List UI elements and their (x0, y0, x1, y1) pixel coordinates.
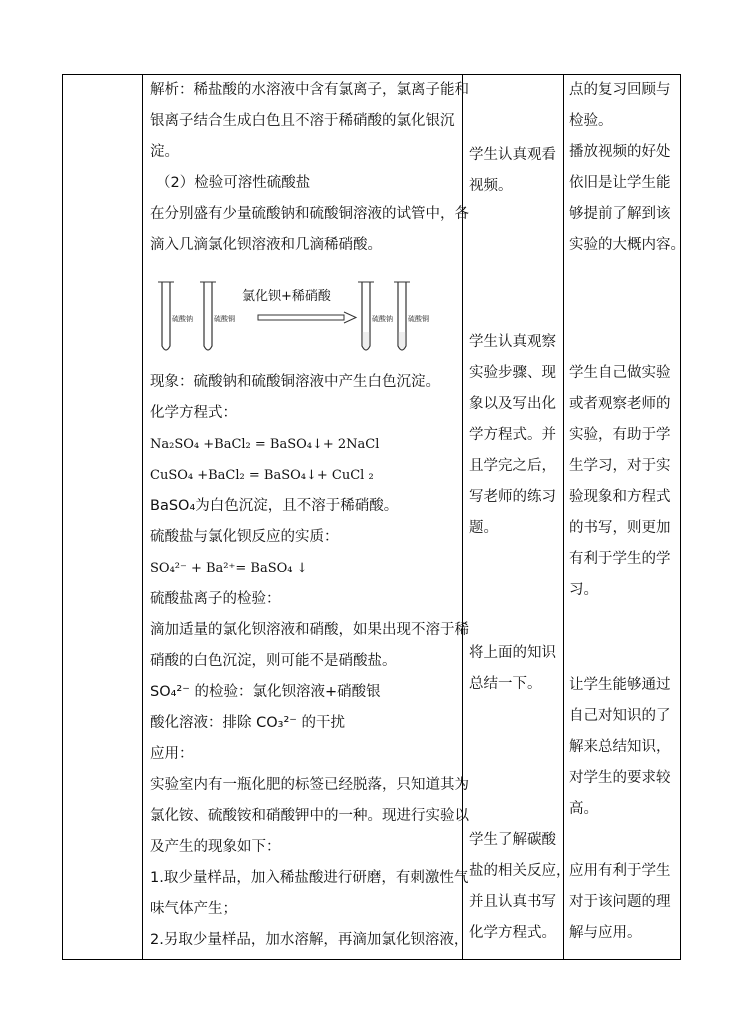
content-line: BaSO₄为白色沉淀，且不溶于稀硝酸。 (150, 498, 399, 514)
activity-line: 且学完之后， (469, 458, 556, 474)
activity-line: 将上面的知识 (469, 645, 556, 661)
content-paragraph-top (150, 75, 469, 261)
intent-line: 实验的大概内容。 (569, 237, 685, 253)
content-line: 及产生的现象如下： (150, 839, 281, 855)
table-divider (563, 74, 564, 960)
content-line: 滴加适量的氯化钡溶液和硝酸，如果出现不溶于稀 (150, 622, 469, 638)
intent-line: 应用有利于学生 (569, 863, 671, 879)
student-activity-3 (469, 638, 561, 700)
equation-line: SO₄²⁻ + Ba²⁺= BaSO₄ ↓ (150, 561, 308, 576)
content-line: 氯化铵、硫酸铵和硝酸钾中的一种。现进行实验以 (150, 808, 469, 824)
activity-line: 象以及写出化 (469, 396, 556, 412)
intent-line: 依旧是让学生能 (569, 175, 671, 191)
design-intent-1 (569, 75, 685, 261)
table-divider (142, 74, 143, 960)
test-tube-icon (204, 282, 212, 350)
reaction-arrow-icon (258, 312, 356, 323)
intent-line: 有利于学生的学 (569, 551, 671, 567)
intent-line: 播放视频的好处 (569, 144, 671, 160)
content-line: （2）检验可溶性硫酸盐 (156, 175, 311, 191)
intent-line: 高。 (569, 801, 598, 817)
activity-line: 总结一下。 (469, 676, 542, 692)
content-line: 银离子结合生成白色且不溶于稀硝酸的氯化银沉 (150, 113, 455, 129)
intent-line: 够提前了解到该 (569, 206, 671, 222)
activity-line: 视频。 (469, 178, 513, 194)
intent-line: 点的复习回顾与 (569, 82, 671, 98)
content-line: 解析：稀盐酸的水溶液中含有氯离子，氯离子能和 (150, 82, 469, 98)
intent-line: 验现象和方程式 (569, 489, 671, 505)
intent-line: 检验。 (569, 113, 613, 129)
content-line: 1.取少量样品，加入稀盐酸进行研磨，有刺激性气 (150, 870, 469, 886)
intent-line: 的书写，则更加 (569, 520, 671, 536)
intent-line: 或者观察老师的 (569, 396, 671, 412)
student-activity-2 (469, 327, 561, 544)
content-line: 现象：硫酸钠和硫酸铜溶液中产生白色沉淀。 (150, 374, 440, 390)
activity-line: 盐的相关反应， (469, 863, 571, 879)
test-tube-icon (162, 282, 170, 350)
student-activity-1 (469, 140, 561, 202)
tube-label: 硫酸钠 (172, 315, 193, 323)
content-line: 硫酸盐与氯化钡反应的实质： (150, 529, 339, 545)
content-line: 2.另取少量样品，加水溶解，再滴加氯化钡溶液， (150, 932, 469, 948)
equation-line: Na₂SO₄ +BaCl₂ = BaSO₄↓+ 2NaCl (150, 437, 380, 452)
design-intent-4 (569, 856, 679, 949)
intent-line: 解来总结知识， (569, 739, 671, 755)
content-line: 在分别盛有少量硫酸钠和硫酸铜溶液的试管中，各 (150, 206, 469, 222)
intent-line: 让学生能够通过 (569, 677, 671, 693)
content-line: 实验室内有一瓶化肥的标签已经脱落，只知道其为 (150, 777, 469, 793)
design-intent-2 (569, 358, 679, 606)
intent-line: 解与应用。 (569, 925, 642, 941)
activity-line: 并且认真书写 (469, 894, 556, 910)
content-line: 滴入几滴氯化钡溶液和几滴稀硝酸。 (150, 237, 382, 253)
content-line: 化学方程式： (150, 405, 237, 421)
tube-label: 硫酸铜 (408, 315, 429, 323)
intent-line: 对于该问题的理 (569, 894, 671, 910)
content-line: 硝酸的白色沉淀，则可能不是硝酸盐。 (150, 653, 397, 669)
equation-line: CuSO₄ +BaCl₂ = BaSO₄↓+ CuCl ₂ (150, 468, 374, 483)
intent-line: 自己对知识的了 (569, 708, 671, 724)
content-line: 酸化溶液：排除 CO₃²⁻ 的干扰 (150, 715, 346, 731)
content-line: 味气体产生； (150, 901, 237, 917)
intent-line: 习。 (569, 582, 598, 598)
arrow-label: 氯化钡+稀硝酸 (242, 289, 331, 304)
student-activity-4 (469, 825, 571, 949)
activity-line: 学生了解碳酸 (469, 832, 556, 848)
activity-line: 学方程式。并 (469, 427, 556, 443)
activity-line: 题。 (469, 520, 498, 536)
activity-line: 实验步骤、现 (469, 365, 556, 381)
activity-line: 写老师的练习 (469, 489, 556, 505)
tube-label: 硫酸铜 (214, 315, 235, 323)
content-line: 淀。 (150, 144, 179, 160)
intent-line: 生学习，对于实 (569, 458, 671, 474)
activity-line: 化学方程式。 (469, 925, 556, 941)
intent-line: 学生自己做实验 (569, 365, 671, 381)
intent-line: 实验，有助于学 (569, 427, 671, 443)
test-tube-diagram (150, 270, 460, 360)
content-paragraph-bottom (150, 367, 469, 956)
content-line: SO₄²⁻ 的检验：氯化钡溶液+硝酸银 (150, 684, 381, 700)
content-line: 应用： (150, 746, 194, 762)
tube-label: 硫酸钠 (372, 315, 393, 323)
content-line: 硫酸盐离子的检验： (150, 591, 281, 607)
intent-line: 对学生的要求较 (569, 770, 671, 786)
design-intent-3 (569, 670, 679, 825)
activity-line: 学生认真观察 (469, 334, 556, 350)
activity-line: 学生认真观看 (469, 147, 556, 163)
